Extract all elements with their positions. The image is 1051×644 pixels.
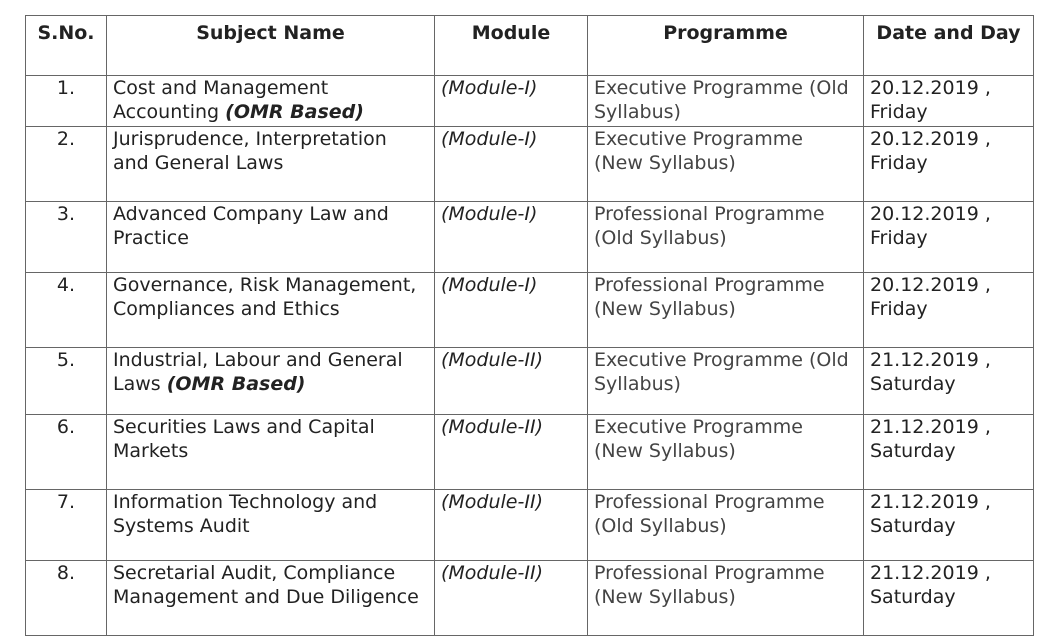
- row-sno: 3.: [26, 202, 107, 273]
- row-module: (Module-II): [435, 561, 588, 636]
- row-date: 21.12.2019 , Saturday: [864, 490, 1034, 561]
- row-module: (Module-II): [435, 348, 588, 415]
- table-row: [26, 490, 1034, 561]
- table-row: [26, 348, 1034, 415]
- subject-text: Jurisprudence, Interpretation and General Laws: [113, 128, 387, 174]
- row-programme: Executive Programme (Old Syllabus): [588, 76, 864, 127]
- table-row: [26, 561, 1034, 636]
- row-sno: 6.: [26, 415, 107, 490]
- subject-text: Advanced Company Law and Practice: [113, 203, 389, 249]
- table-row: [26, 202, 1034, 273]
- row-programme: Executive Programme (Old Syllabus): [588, 348, 864, 415]
- subject-text: Industrial, Labour and General Laws: [113, 349, 403, 395]
- row-date: 21.12.2019 , Saturday: [864, 415, 1034, 490]
- omr-tag: (OMR Based): [225, 101, 364, 123]
- header-row: [26, 16, 1034, 76]
- row-module: (Module-II): [435, 490, 588, 561]
- header-sno: S.No.: [26, 16, 107, 76]
- row-sno: 4.: [26, 273, 107, 348]
- row-subject: [107, 415, 435, 490]
- omr-tag: (OMR Based): [166, 373, 306, 395]
- table-row: [26, 415, 1034, 490]
- row-date: 20.12.2019 , Friday: [864, 76, 1034, 127]
- row-module: (Module-I): [435, 76, 588, 127]
- row-module: (Module-I): [435, 127, 588, 202]
- table-row: [26, 127, 1034, 202]
- row-date: 21.12.2019 , Saturday: [864, 348, 1034, 415]
- subject-text: Governance, Risk Management, Compliances and Ethics: [113, 274, 417, 320]
- row-subject: [107, 76, 435, 127]
- table-row: [26, 76, 1034, 127]
- row-sno: 8.: [26, 561, 107, 636]
- subject-text: Securities Laws and Capital Markets: [113, 416, 375, 462]
- row-date: 21.12.2019 , Saturday: [864, 561, 1034, 636]
- subject-text: Information Technology and Systems Audit: [113, 491, 378, 537]
- row-programme: Executive Programme (New Syllabus): [588, 415, 864, 490]
- row-date: 20.12.2019 , Friday: [864, 202, 1034, 273]
- table-row: [26, 273, 1034, 348]
- row-programme: Executive Programme (New Syllabus): [588, 127, 864, 202]
- row-module: (Module-I): [435, 273, 588, 348]
- row-programme: Professional Programme (Old Syllabus): [588, 490, 864, 561]
- subject-text: Secretarial Audit, Compliance Management and Due Diligence: [113, 562, 419, 608]
- row-programme: Professional Programme (New Syllabus): [588, 273, 864, 348]
- subject-text: Cost and Management Accounting: [113, 77, 329, 123]
- row-programme: Professional Programme (New Syllabus): [588, 561, 864, 636]
- row-subject: [107, 561, 435, 636]
- row-date: 20.12.2019 , Friday: [864, 127, 1034, 202]
- row-subject: [107, 127, 435, 202]
- row-subject: [107, 202, 435, 273]
- row-subject: [107, 490, 435, 561]
- row-sno: 5.: [26, 348, 107, 415]
- row-date: 20.12.2019 , Friday: [864, 273, 1034, 348]
- header-subject: Subject Name: [107, 16, 435, 76]
- row-subject: [107, 273, 435, 348]
- row-sno: 7.: [26, 490, 107, 561]
- row-programme: Professional Programme (Old Syllabus): [588, 202, 864, 273]
- header-date: Date and Day: [864, 16, 1034, 76]
- row-module: (Module-I): [435, 202, 588, 273]
- row-module: (Module-II): [435, 415, 588, 490]
- row-sno: 2.: [26, 127, 107, 202]
- row-sno: 1.: [26, 76, 107, 127]
- header-module: Module: [435, 16, 588, 76]
- row-subject: [107, 348, 435, 415]
- header-programme: Programme: [588, 16, 864, 76]
- exam-schedule-table: [25, 15, 1034, 636]
